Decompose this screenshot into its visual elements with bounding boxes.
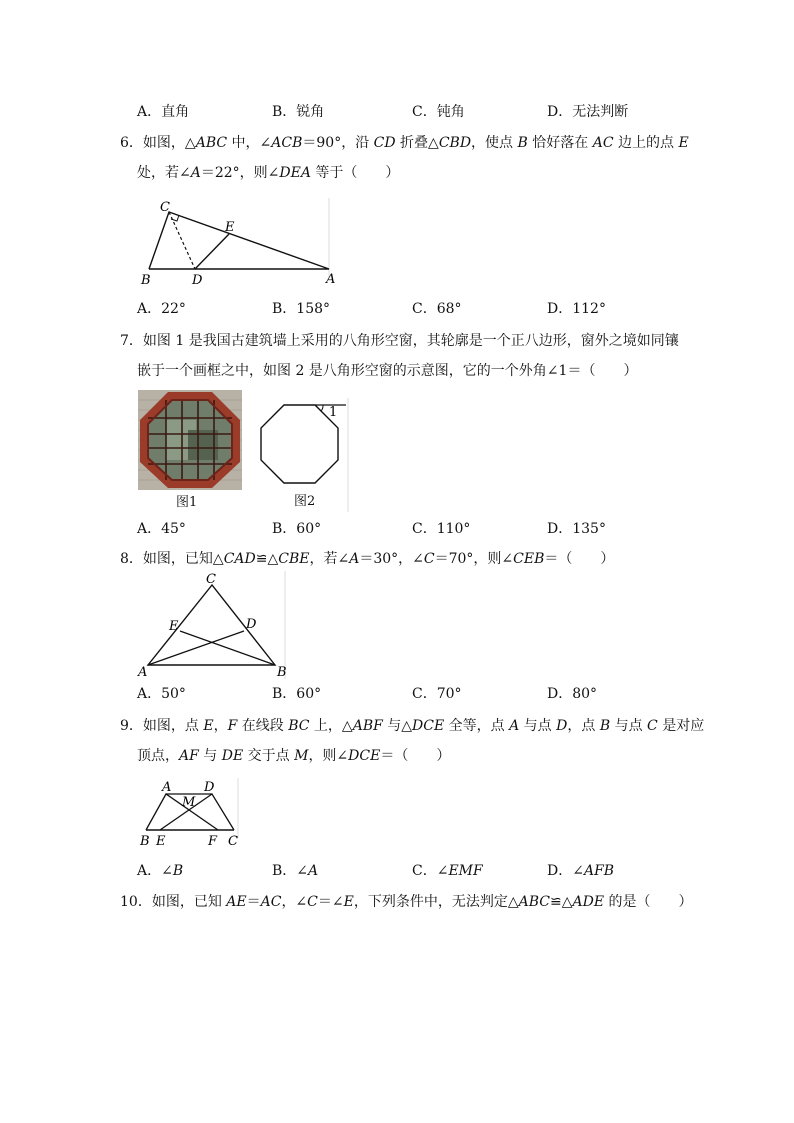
q6-option-a[interactable]: A．22° <box>137 301 186 317</box>
q7-option-d[interactable]: D．135° <box>547 521 606 537</box>
q6-label-c: C <box>160 200 170 215</box>
q7-fig1-caption: 图1 <box>176 495 198 510</box>
q7-question-line1: 7．如图 1 是我国古建筑墙上采用的八角形空窗，其轮廓是一个正八边形，窗外之境如同镶 <box>120 333 679 349</box>
q7-question-line2: 嵌于一个画框之中，如图 2 是八角形空窗的示意图，它的一个外角∠1＝（ ） <box>137 363 638 379</box>
q8-label-a: A <box>138 665 148 680</box>
q6-question-line2: 处，若∠A＝22°，则∠DEA 等于（ ） <box>137 165 400 181</box>
q9-label-d: D <box>204 780 215 795</box>
q9-label-e: E <box>156 834 166 849</box>
q7-window-photo <box>138 390 242 490</box>
q9-label-f: F <box>208 834 218 849</box>
q8-option-d[interactable]: D．80° <box>547 686 598 702</box>
q8-label-d: D <box>246 617 257 632</box>
q5-option-d[interactable]: D．无法判断 <box>547 104 629 120</box>
q5-option-c[interactable]: C．钝角 <box>412 104 465 120</box>
q8-triangle-figure <box>136 571 288 681</box>
q5-option-a[interactable]: A．直角 <box>137 104 190 120</box>
q9-option-a[interactable]: A．∠B <box>137 863 184 879</box>
q8-option-a[interactable]: A．50° <box>137 686 186 702</box>
q9-question-line1: 9．如图，点 E，F 在线段 BC 上，△ABF 与△DCE 全等，点 A 与点 D，点 B 与点 C 是对应 <box>120 718 705 734</box>
q6-option-b[interactable]: B．158° <box>272 301 331 317</box>
q7-option-b[interactable]: B．60° <box>272 521 322 537</box>
q8-label-c: C <box>206 572 216 587</box>
q6-question-line1: 6．如图，△ABC 中，∠ACB＝90°，沿 CD 折叠△CBD，使点 B 恰好落在 AC 边上的点 E <box>120 135 689 151</box>
q9-label-m: M <box>182 795 196 810</box>
q10-question-line1: 10．如图，已知 AE＝AC，∠C＝∠E，下列条件中，无法判定△ABC≌△ADE 的是（ ） <box>120 894 693 910</box>
q6-option-d[interactable]: D．112° <box>547 301 606 317</box>
q9-label-c: C <box>228 834 238 849</box>
q8-option-b[interactable]: B．60° <box>272 686 322 702</box>
q7-angle-label: 1 <box>329 405 338 420</box>
q7-option-a[interactable]: A．45° <box>137 521 186 537</box>
q8-question-line1: 8．如图，已知△CAD≌△CBE，若∠A＝30°，∠C＝70°，则∠CEB＝（ ） <box>120 551 615 567</box>
q8-option-c[interactable]: C．70° <box>412 686 462 702</box>
q9-label-b: B <box>140 834 150 849</box>
q9-triangles-figure <box>136 778 240 850</box>
q6-label-d: D <box>192 273 203 288</box>
q9-option-c[interactable]: C．∠EMF <box>412 863 483 879</box>
q8-label-b: B <box>277 665 287 680</box>
q6-triangle-figure <box>136 196 340 288</box>
q6-option-c[interactable]: C．68° <box>412 301 462 317</box>
q9-question-line2: 顶点，AF 与 DE 交于点 M，则∠DCE＝（ ） <box>137 748 451 764</box>
q9-option-d[interactable]: D．∠AFB <box>547 863 615 879</box>
q6-label-b: B <box>141 273 151 288</box>
q9-option-b[interactable]: B．∠A <box>272 863 319 879</box>
q7-fig2-caption: 图2 <box>294 494 316 509</box>
q6-label-a: A <box>326 272 336 287</box>
q9-label-a: A <box>162 780 172 795</box>
q5-option-b[interactable]: B．锐角 <box>272 104 325 120</box>
q8-label-e: E <box>169 619 179 634</box>
q6-label-e: E <box>225 220 235 235</box>
q7-option-c[interactable]: C．110° <box>412 521 471 537</box>
